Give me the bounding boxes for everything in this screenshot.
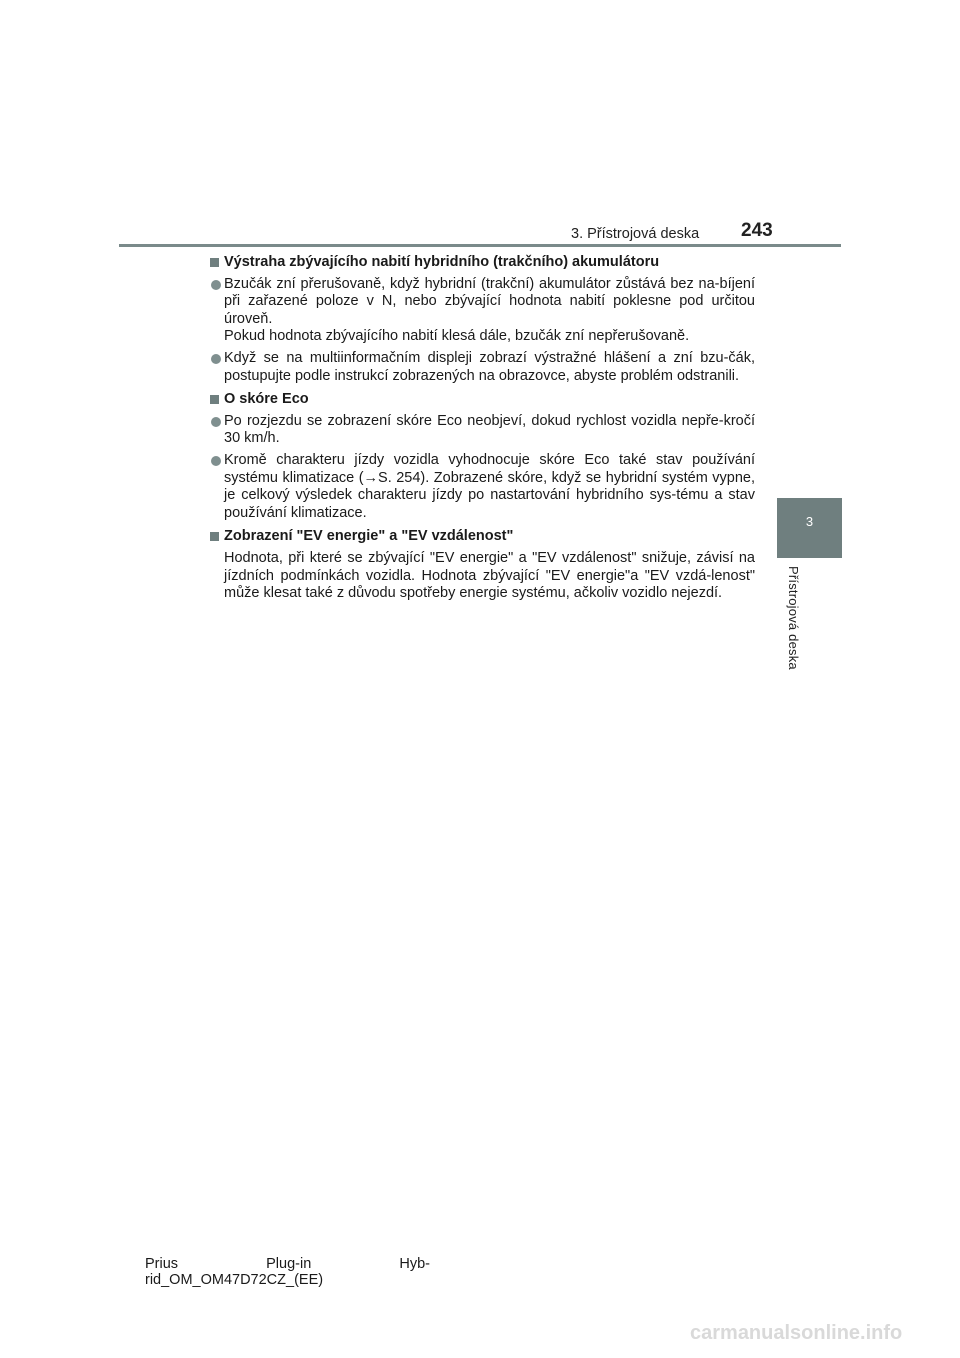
footer-word: Plug-in xyxy=(266,1256,312,1272)
section-heading xyxy=(210,254,755,272)
section-heading xyxy=(210,528,755,546)
list-item-text: Bzučák zní přerušovaně, když hybridní (trakční) akumulátor zůstává bez na-bíjení při zařazené poloze v N, nebo zbývající hodnota nabití poklesne pod určitou úroveň. xyxy=(224,275,755,327)
section-heading-text: Zobrazení "EV energie" a "EV vzdálenost" xyxy=(224,528,514,545)
header-divider xyxy=(119,244,841,247)
circle-bullet-icon xyxy=(211,417,221,427)
chapter-tab-number: 3 xyxy=(805,514,814,529)
page-content xyxy=(210,254,755,607)
list-item xyxy=(210,413,755,448)
circle-bullet-icon xyxy=(211,354,221,364)
circle-bullet-icon xyxy=(211,280,221,290)
square-bullet-icon xyxy=(210,258,219,267)
list-item xyxy=(210,350,755,385)
section-heading-text: Výstraha zbývajícího nabití hybridního (trakčního) akumulátoru xyxy=(224,254,660,270)
footer-doc-id xyxy=(145,1256,430,1288)
list-item-text: Kromě charakteru jízdy vozidla vyhodnocuje skóre Eco také stav používání systému klimatizace (→S. 254). Zobrazené skóre, když se hybridní systém vypne, je celkový výsledek charakteru jízdy po nastartování hybridního sys-tému a stav používání klimatizace. xyxy=(224,451,755,521)
square-bullet-icon xyxy=(210,532,219,541)
square-bullet-icon xyxy=(210,395,219,404)
footer-word: Prius xyxy=(145,1256,179,1272)
watermark: carmanualsonline.info xyxy=(690,1322,903,1344)
footer-code: rid_OM_OM47D72CZ_(EE) xyxy=(145,1272,324,1288)
list-item-text-continued: Pokud hodnota zbývajícího nabití klesá dále, bzučák zní nepřerušovaně. xyxy=(224,328,690,345)
list-item xyxy=(210,452,755,522)
footer-word: Hyb- xyxy=(399,1256,430,1272)
section-paragraph: Hodnota, při které se zbývající "EV energie" a "EV vzdálenost" snižuje, závisí na jízdních podmínkách vozidla. Hodnota zbývající "EV energie"a "EV vzdá-lenost" může klesat také z důvodu spotřeby energie systému, ačkoliv vozidlo nejezdí. xyxy=(224,549,755,602)
page-number: 243 xyxy=(741,220,773,241)
chapter-tab-label: Přístrojová deska xyxy=(786,566,801,670)
circle-bullet-icon xyxy=(211,456,221,466)
chapter-tab xyxy=(777,498,842,558)
header-section-title: 3. Přístrojová deska xyxy=(571,226,700,242)
list-item xyxy=(210,276,755,346)
list-item-text: Po rozjezdu se zobrazení skóre Eco neobjeví, dokud rychlost vozidla nepře-kročí 30 km/h. xyxy=(224,412,755,447)
section-heading-text: O skóre Eco xyxy=(224,391,309,408)
section-heading xyxy=(210,391,755,409)
list-item-text: Když se na multiinformačním displeji zobrazí výstražné hlášení a zní bzu-čák, postupujte podle instrukcí zobrazených na obrazovce, abyste problém odstranili. xyxy=(224,349,755,384)
